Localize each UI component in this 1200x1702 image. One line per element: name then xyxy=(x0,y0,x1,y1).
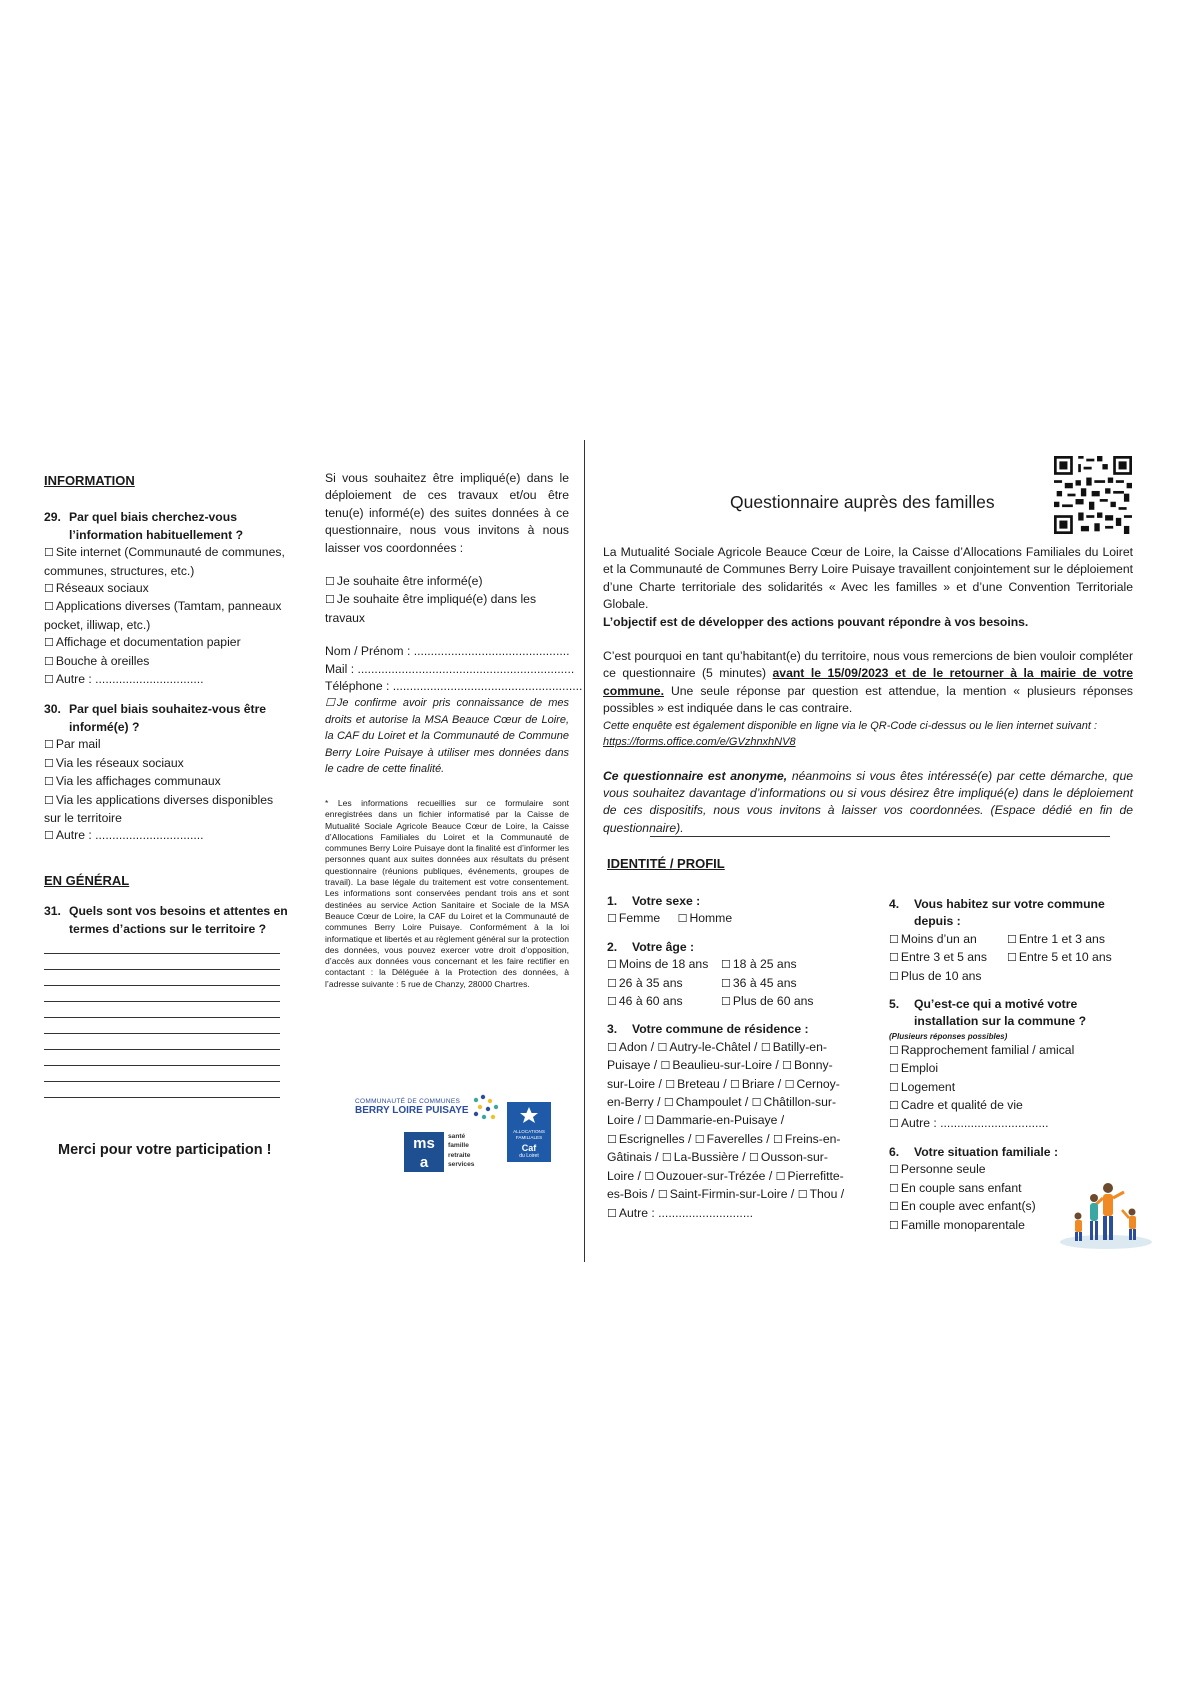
checkbox-icon[interactable]: ☐ xyxy=(44,637,54,650)
option-duration-2[interactable]: ☐ Entre 1 et 3 ans xyxy=(1007,931,1105,946)
checkbox-icon[interactable]: ☐ xyxy=(44,757,54,770)
commune-option[interactable]: ☐ Ouzouer-sur-Trézée xyxy=(644,1168,766,1183)
checkbox-icon[interactable]: ☐ xyxy=(889,952,899,965)
option-age-3[interactable]: ☐ 26 à 35 ans xyxy=(607,975,683,990)
question-2-options xyxy=(607,956,855,1011)
commune-option[interactable]: ☐ Pierrefitte-es-Bois xyxy=(607,1168,844,1202)
section-heading-information: INFORMATION xyxy=(44,473,135,488)
checkbox-icon[interactable]: ☐ xyxy=(784,1078,795,1091)
checkbox-icon[interactable]: ☐ xyxy=(44,776,54,789)
q30-option-2[interactable]: ☐ Via les réseaux sociaux xyxy=(44,755,184,770)
page-title: Questionnaire auprès des familles xyxy=(730,492,995,512)
question-30-options xyxy=(44,736,290,845)
question-5-options xyxy=(889,1042,1139,1134)
family-illustration-icon xyxy=(1058,1178,1154,1250)
checkbox-icon[interactable]: ☐ xyxy=(607,1133,617,1146)
checkbox-icon[interactable]: ☐ xyxy=(721,959,731,972)
column-divider xyxy=(584,440,585,1262)
checkbox-icon[interactable]: ☐ xyxy=(607,996,617,1009)
q5-option-3[interactable]: ☐ Logement xyxy=(889,1079,956,1094)
deadline-text: avant le 15/09/2023 et de le retourner à la mairie de votre commune. xyxy=(603,666,1133,698)
multiple-answers-note: (Plusieurs réponses possibles) xyxy=(889,1031,1008,1041)
q29-option-1[interactable]: ☐ Site internet (Communauté de communes, communes, structures, etc.) xyxy=(44,545,285,578)
q6-option-4[interactable]: ☐ Famille monoparentale xyxy=(889,1217,1025,1232)
ccblp-dots-icon xyxy=(470,1092,504,1126)
checkbox-icon[interactable]: ☐ xyxy=(721,996,731,1009)
commune-option[interactable]: ☐ Freins-en-Gâtinais xyxy=(607,1131,841,1165)
ccblp-logo: COMMUNAUTÉ DE COMMUNES BERRY LOIRE PUISAYE xyxy=(355,1098,469,1116)
commune-option[interactable]: ☐ La-Bussière xyxy=(661,1150,739,1165)
checkbox-icon[interactable]: ☐ xyxy=(644,1170,655,1183)
checkbox-icon[interactable]: ☐ xyxy=(44,655,54,668)
option-age-2[interactable]: ☐ 18 à 25 ans xyxy=(721,957,797,972)
commune-option[interactable]: ☐ Autre : ............................ xyxy=(607,1205,753,1220)
question-2: 2. Votre âge : xyxy=(607,939,695,954)
middle-column xyxy=(325,470,583,990)
caf-logo: ALLOCATIONS FAMILIALES Caf du Loiret xyxy=(507,1102,551,1162)
q29-option-4[interactable]: ☐ Affichage et documentation papier xyxy=(44,635,241,650)
phone-field[interactable]: Téléphone : ........................................................ xyxy=(325,679,583,694)
checkbox-icon[interactable]: ☐ xyxy=(325,594,335,607)
commune-option[interactable]: ☐ Autry-le-Châtel xyxy=(657,1039,751,1054)
checkbox-icon[interactable]: ☐ xyxy=(607,1041,617,1054)
commune-option[interactable]: ☐ Ousson-sur-Loire xyxy=(607,1150,828,1183)
checkbox-icon[interactable]: ☐ xyxy=(889,1201,899,1214)
q29-option-2[interactable]: ☐ Réseaux sociaux xyxy=(44,581,149,596)
checkbox-icon[interactable]: ☐ xyxy=(760,1041,771,1054)
checkbox-icon[interactable]: ☐ xyxy=(44,674,54,687)
commune-option[interactable]: ☐ Faverelles xyxy=(694,1131,763,1146)
checkbox-icon[interactable]: ☐ xyxy=(607,913,617,926)
checkbox-icon[interactable]: ☐ xyxy=(44,547,54,560)
checkbox-icon[interactable]: ☐ xyxy=(694,1133,705,1146)
checkbox-icon[interactable]: ☐ xyxy=(889,1081,899,1094)
left-column xyxy=(44,472,290,1098)
checkbox-icon[interactable]: ☐ xyxy=(607,977,617,990)
checkbox-icon[interactable]: ☐ xyxy=(644,1115,655,1128)
question-29-text: Par quel biais cherchez-vous l’information habituellement ? xyxy=(69,510,244,542)
option-duration-5[interactable]: ☐ Plus de 10 ans xyxy=(889,968,982,983)
checkbox-icon[interactable]: ☐ xyxy=(607,1207,617,1220)
commune-option[interactable]: ☐ Champoulet xyxy=(663,1095,742,1110)
option-inform[interactable]: ☐ Je souhaite être informé(e) xyxy=(325,574,483,589)
anonymity-paragraph: Ce questionnaire est anonyme, néanmoins si vous êtes intéressé(e) par cette démarche, que vous souhaitez davantage d’informations ou si vous désirez être impliqué(e) dans le déploiement de ces dispositifs, nous vous invitons à laisser vos coordonnées. (Espace dédié en fin de questionnaire). xyxy=(603,768,1133,835)
checkbox-icon[interactable]: ☐ xyxy=(782,1060,793,1073)
question-6: 6. Votre situation familiale : xyxy=(889,1144,1059,1159)
question-29-options xyxy=(44,544,290,689)
q5-option-4[interactable]: ☐ Cadre et qualité de vie xyxy=(889,1098,1023,1113)
intro-paragraph: La Mutualité Sociale Agricole Beauce Cœur de Loire, la Caisse d’Allocations Familiales du Loiret et la Communauté de Communes Berry Loire Puisaye travaillent conjointement sur le déploiement d’une Charte territoriale des solidarités « Avec les familles » et d’une Convention Territoriale Globale. xyxy=(603,545,1133,612)
checkbox-icon[interactable]: ☐ xyxy=(797,1189,808,1202)
checkbox-icon[interactable]: ☐ xyxy=(773,1133,783,1146)
question-30: 30. Par quel biais souhaitez-vous être informé(e) ? xyxy=(44,701,290,736)
section-heading-general: EN GÉNÉRAL xyxy=(44,872,130,888)
q30-option-4[interactable]: ☐ Via les applications diverses disponibles sur le territoire xyxy=(44,792,274,825)
checkbox-icon[interactable]: ☐ xyxy=(775,1170,786,1183)
checkbox-icon[interactable]: ☐ xyxy=(730,1078,740,1091)
checkbox-icon[interactable]: ☐ xyxy=(889,970,899,983)
checkbox-icon[interactable]: ☐ xyxy=(721,977,731,990)
option-age-6[interactable]: ☐ Plus de 60 ans xyxy=(721,994,814,1009)
question-3-communes: ☐ Adon / ☐ Autry-le-Châtel / ☐ Batilly-en-Puisaye / ☐ Beaulieu-sur-Loire / ☐ Bonny-sur-Loire / ☐ Breteau / ☐ Briare / ☐ Cernoy-en-Berry / ☐ Champoulet / ☐ Châtillon-sur-Loire / ☐ Dammarie-en-Puisaye / ☐ Escrignelles / ☐ Faverelles / ☐ Freins-en-Gâtinais / ☐ La-Bussière / ☐ Ousson-sur-Loire / ☐ Ouzouer-sur-Trézée / ☐ Pierrefitte-es-Bois / ☐ Saint-Firmin-sur-Loire / ☐ Thou / ☐ Autre : ............................ xyxy=(607,1039,845,1220)
profile-left-subcolumn xyxy=(607,893,855,1223)
option-age-5[interactable]: ☐ 46 à 60 ans xyxy=(607,994,683,1009)
legal-notice: * Les informations recueillies sur ce formulaire sont enregistrées dans un fichier informatisé par la Caisse de Mutualité Sociale Agricole Beauce Cœur de Loire, la Caisse d’Allocations Familiales du Loiret et la Communauté de communes Berry Loire Puisaye dont la finalité est d’informer les personnes quant aux suites données aux résultats du présent questionnaire (réunions publiques, événements, groupes de travail). La base légale du traitement est votre consentement. Les informations sont conservées pendant trois ans et sont destinées au service Action Sanitaire et Sociale de la MSA Beauce Cœur de Loire, la CAF du Loiret et la Communauté de communes Berry Loire Puisaye. Conformément à la loi informatique et libertés et au règlement général sur la protection des données, vous pouvez exercer votre droit d’opposition, d’accès aux données vous concernant et les faire rectifier en contactant : la Déléguée à la Protection des données, à l’adresse suivante : 5 rue de Chanzy, 28000 Chartres. xyxy=(325,797,569,989)
checkbox-icon[interactable]: ☐ xyxy=(1007,933,1017,946)
question-1-options xyxy=(607,910,855,928)
contact-intro: Si vous souhaitez être impliqué(e) dans le déploiement de ces travaux et/ou être tenu(e) informé(e) des suites données à ce questionnaire, nous vous invitons à nous laisser vos coordonnées : xyxy=(325,471,569,555)
checkbox-icon[interactable]: ☐ xyxy=(657,1041,668,1054)
qr-code-icon[interactable] xyxy=(1054,456,1132,534)
checkbox-icon[interactable]: ☐ xyxy=(889,1063,899,1076)
q29-option-3[interactable]: ☐ Applications diverses (Tamtam, panneaux pocket, illiwap, etc.) xyxy=(44,599,282,632)
checkbox-icon[interactable]: ☐ xyxy=(325,697,335,710)
commune-option[interactable]: ☐ Adon xyxy=(607,1039,648,1054)
commune-option[interactable]: ☐ Beaulieu-sur-Loire xyxy=(660,1058,772,1073)
option-duration-3[interactable]: ☐ Entre 3 et 5 ans xyxy=(889,950,987,965)
checkbox-icon[interactable]: ☐ xyxy=(665,1078,676,1091)
instructions-paragraph: C’est pourquoi en tant qu’habitant(e) du territoire, nous vous remercions de bien vouloir compléter ce questionnaire (5 minutes) avant le 15/09/2023 et de le retourner à la mairie de votre commune. Une seule réponse par question est attendue, la mention « plusieurs réponses possibles » est indiquée dans le cas contraire. xyxy=(603,649,1133,716)
online-note: Cette enquête est également disponible en ligne via le QR-Code ci-dessus ou le lien internet suivant : xyxy=(603,719,1098,732)
answer-lines[interactable] xyxy=(44,938,280,1098)
question-1: 1. Votre sexe : xyxy=(607,894,701,908)
name-field[interactable]: Nom / Prénom : .............................................. xyxy=(325,644,570,659)
q6-option-1[interactable]: ☐ Personne seule xyxy=(889,1162,986,1177)
checkbox-icon[interactable]: ☐ xyxy=(325,576,335,589)
question-3: 3. Votre commune de résidence : xyxy=(607,1022,809,1037)
checkbox-icon[interactable]: ☐ xyxy=(660,1060,671,1073)
checkbox-icon[interactable]: ☐ xyxy=(889,933,899,946)
commune-option[interactable]: ☐ Châtillon-sur-Loire xyxy=(607,1095,837,1128)
checkbox-icon[interactable]: ☐ xyxy=(889,1164,899,1177)
intro-block xyxy=(603,544,1133,837)
commune-option[interactable]: ☐ Thou xyxy=(797,1187,838,1202)
consent-checkbox-text[interactable]: ☐ Je confirme avoir pris connaissance de mes droits et autorise la MSA Beauce Cœur de Loire, la CAF du Loiret et la Communauté de Commune Berry Loire Puisaye à utiliser mes données dans le cadre de cette finalité. xyxy=(325,697,569,776)
question-31-text: Quels sont vos besoins et attentes en termes d’actions sur le territoire ? xyxy=(69,904,288,936)
q5-option-1[interactable]: ☐ Rapprochement familial / amical xyxy=(889,1042,1075,1057)
checkbox-icon[interactable]: ☐ xyxy=(44,601,54,614)
thanks-message: Merci pour votre participation ! xyxy=(58,1142,272,1158)
checkbox-icon[interactable]: ☐ xyxy=(751,1097,762,1110)
q5-option-2[interactable]: ☐ Emploi xyxy=(889,1061,939,1076)
survey-link[interactable]: https://forms.office.com/e/GVzhnxhNV8 xyxy=(603,735,796,748)
commune-option[interactable]: ☐ Breteau xyxy=(665,1076,720,1091)
checkbox-icon[interactable]: ☐ xyxy=(657,1189,668,1202)
checkbox-icon[interactable]: ☐ xyxy=(889,1100,899,1113)
checkbox-icon[interactable]: ☐ xyxy=(661,1152,672,1165)
q29-option-5[interactable]: ☐ Bouche à oreilles xyxy=(44,653,150,668)
checkbox-icon[interactable]: ☐ xyxy=(889,1044,899,1057)
objective-statement: L’objectif est de développer des actions pouvant répondre à vos besoins. xyxy=(603,614,1029,629)
mail-field[interactable]: Mail : ................................................................ xyxy=(325,661,575,676)
commune-option[interactable]: ☐ Bonny-sur-Loire xyxy=(607,1058,833,1091)
checkbox-icon[interactable]: ☐ xyxy=(44,830,54,843)
checkbox-icon[interactable]: ☐ xyxy=(889,1118,899,1131)
commune-option[interactable]: ☐ Cernoy-en-Berry xyxy=(607,1076,840,1110)
commune-option[interactable]: ☐ Batilly-en-Puisaye xyxy=(607,1039,827,1073)
option-homme[interactable]: ☐ Homme xyxy=(677,911,733,926)
option-involve[interactable]: ☐ Je souhaite être impliqué(e) dans les travaux xyxy=(325,592,537,625)
q30-option-3[interactable]: ☐ Via les affichages communaux xyxy=(44,774,221,789)
msa-logo: msa santé famille retraite services xyxy=(404,1132,488,1172)
checkbox-icon[interactable]: ☐ xyxy=(607,959,617,972)
checkbox-icon[interactable]: ☐ xyxy=(44,583,54,596)
q6-option-2[interactable]: ☐ En couple sans enfant xyxy=(889,1180,1022,1195)
checkbox-icon[interactable]: ☐ xyxy=(889,1182,899,1195)
option-age-4[interactable]: ☐ 36 à 45 ans xyxy=(721,975,797,990)
checkbox-icon[interactable]: ☐ xyxy=(44,739,54,752)
question-4: 4. Vous habitez sur votre commune depuis : xyxy=(889,897,1105,929)
question-29: 29. Par quel biais cherchez-vous l’information habituellement ? xyxy=(44,509,290,544)
question-5: 5. Qu’est-ce qui a motivé votre installation sur la commune ? xyxy=(889,997,1087,1029)
q30-option-1[interactable]: ☐ Par mail xyxy=(44,737,101,752)
q30-option-5[interactable]: ☐ Autre : ................................ xyxy=(44,828,204,843)
question-30-text: Par quel biais souhaitez-vous être informé(e) ? xyxy=(69,702,267,734)
section-heading-identity: IDENTITÉ / PROFIL xyxy=(607,856,725,871)
checkbox-icon[interactable]: ☐ xyxy=(748,1152,759,1165)
separator-line xyxy=(650,836,1110,837)
checkbox-icon[interactable]: ☐ xyxy=(663,1097,674,1110)
checkbox-icon[interactable]: ☐ xyxy=(677,913,688,926)
question-31: 31. Quels sont vos besoins et attentes en termes d’actions sur le territoire ? xyxy=(44,903,290,938)
commune-option[interactable]: ☐ Dammarie-en-Puisaye xyxy=(644,1113,778,1128)
checkbox-icon[interactable]: ☐ xyxy=(44,794,54,807)
q29-option-6[interactable]: ☐ Autre : ................................ xyxy=(44,672,204,687)
option-duration-1[interactable]: ☐ Moins d’un an xyxy=(889,931,977,946)
checkbox-icon[interactable]: ☐ xyxy=(1007,952,1017,965)
checkbox-icon[interactable]: ☐ xyxy=(889,1219,899,1232)
q6-option-3[interactable]: ☐ En couple avec enfant(s) xyxy=(889,1199,1036,1214)
commune-option[interactable]: ☐ Escrignelles xyxy=(607,1131,685,1146)
q5-option-5[interactable]: ☐ Autre : ................................ xyxy=(889,1116,1049,1131)
commune-option[interactable]: ☐ Briare xyxy=(730,1076,775,1091)
commune-option[interactable]: ☐ Saint-Firmin-sur-Loire xyxy=(657,1187,788,1202)
star-icon xyxy=(517,1106,541,1124)
question-4-options xyxy=(889,931,1139,986)
option-femme[interactable]: ☐ Femme xyxy=(607,911,661,926)
option-age-1[interactable]: ☐ Moins de 18 ans xyxy=(607,957,709,972)
option-duration-4[interactable]: ☐ Entre 5 et 10 ans xyxy=(1007,950,1112,965)
